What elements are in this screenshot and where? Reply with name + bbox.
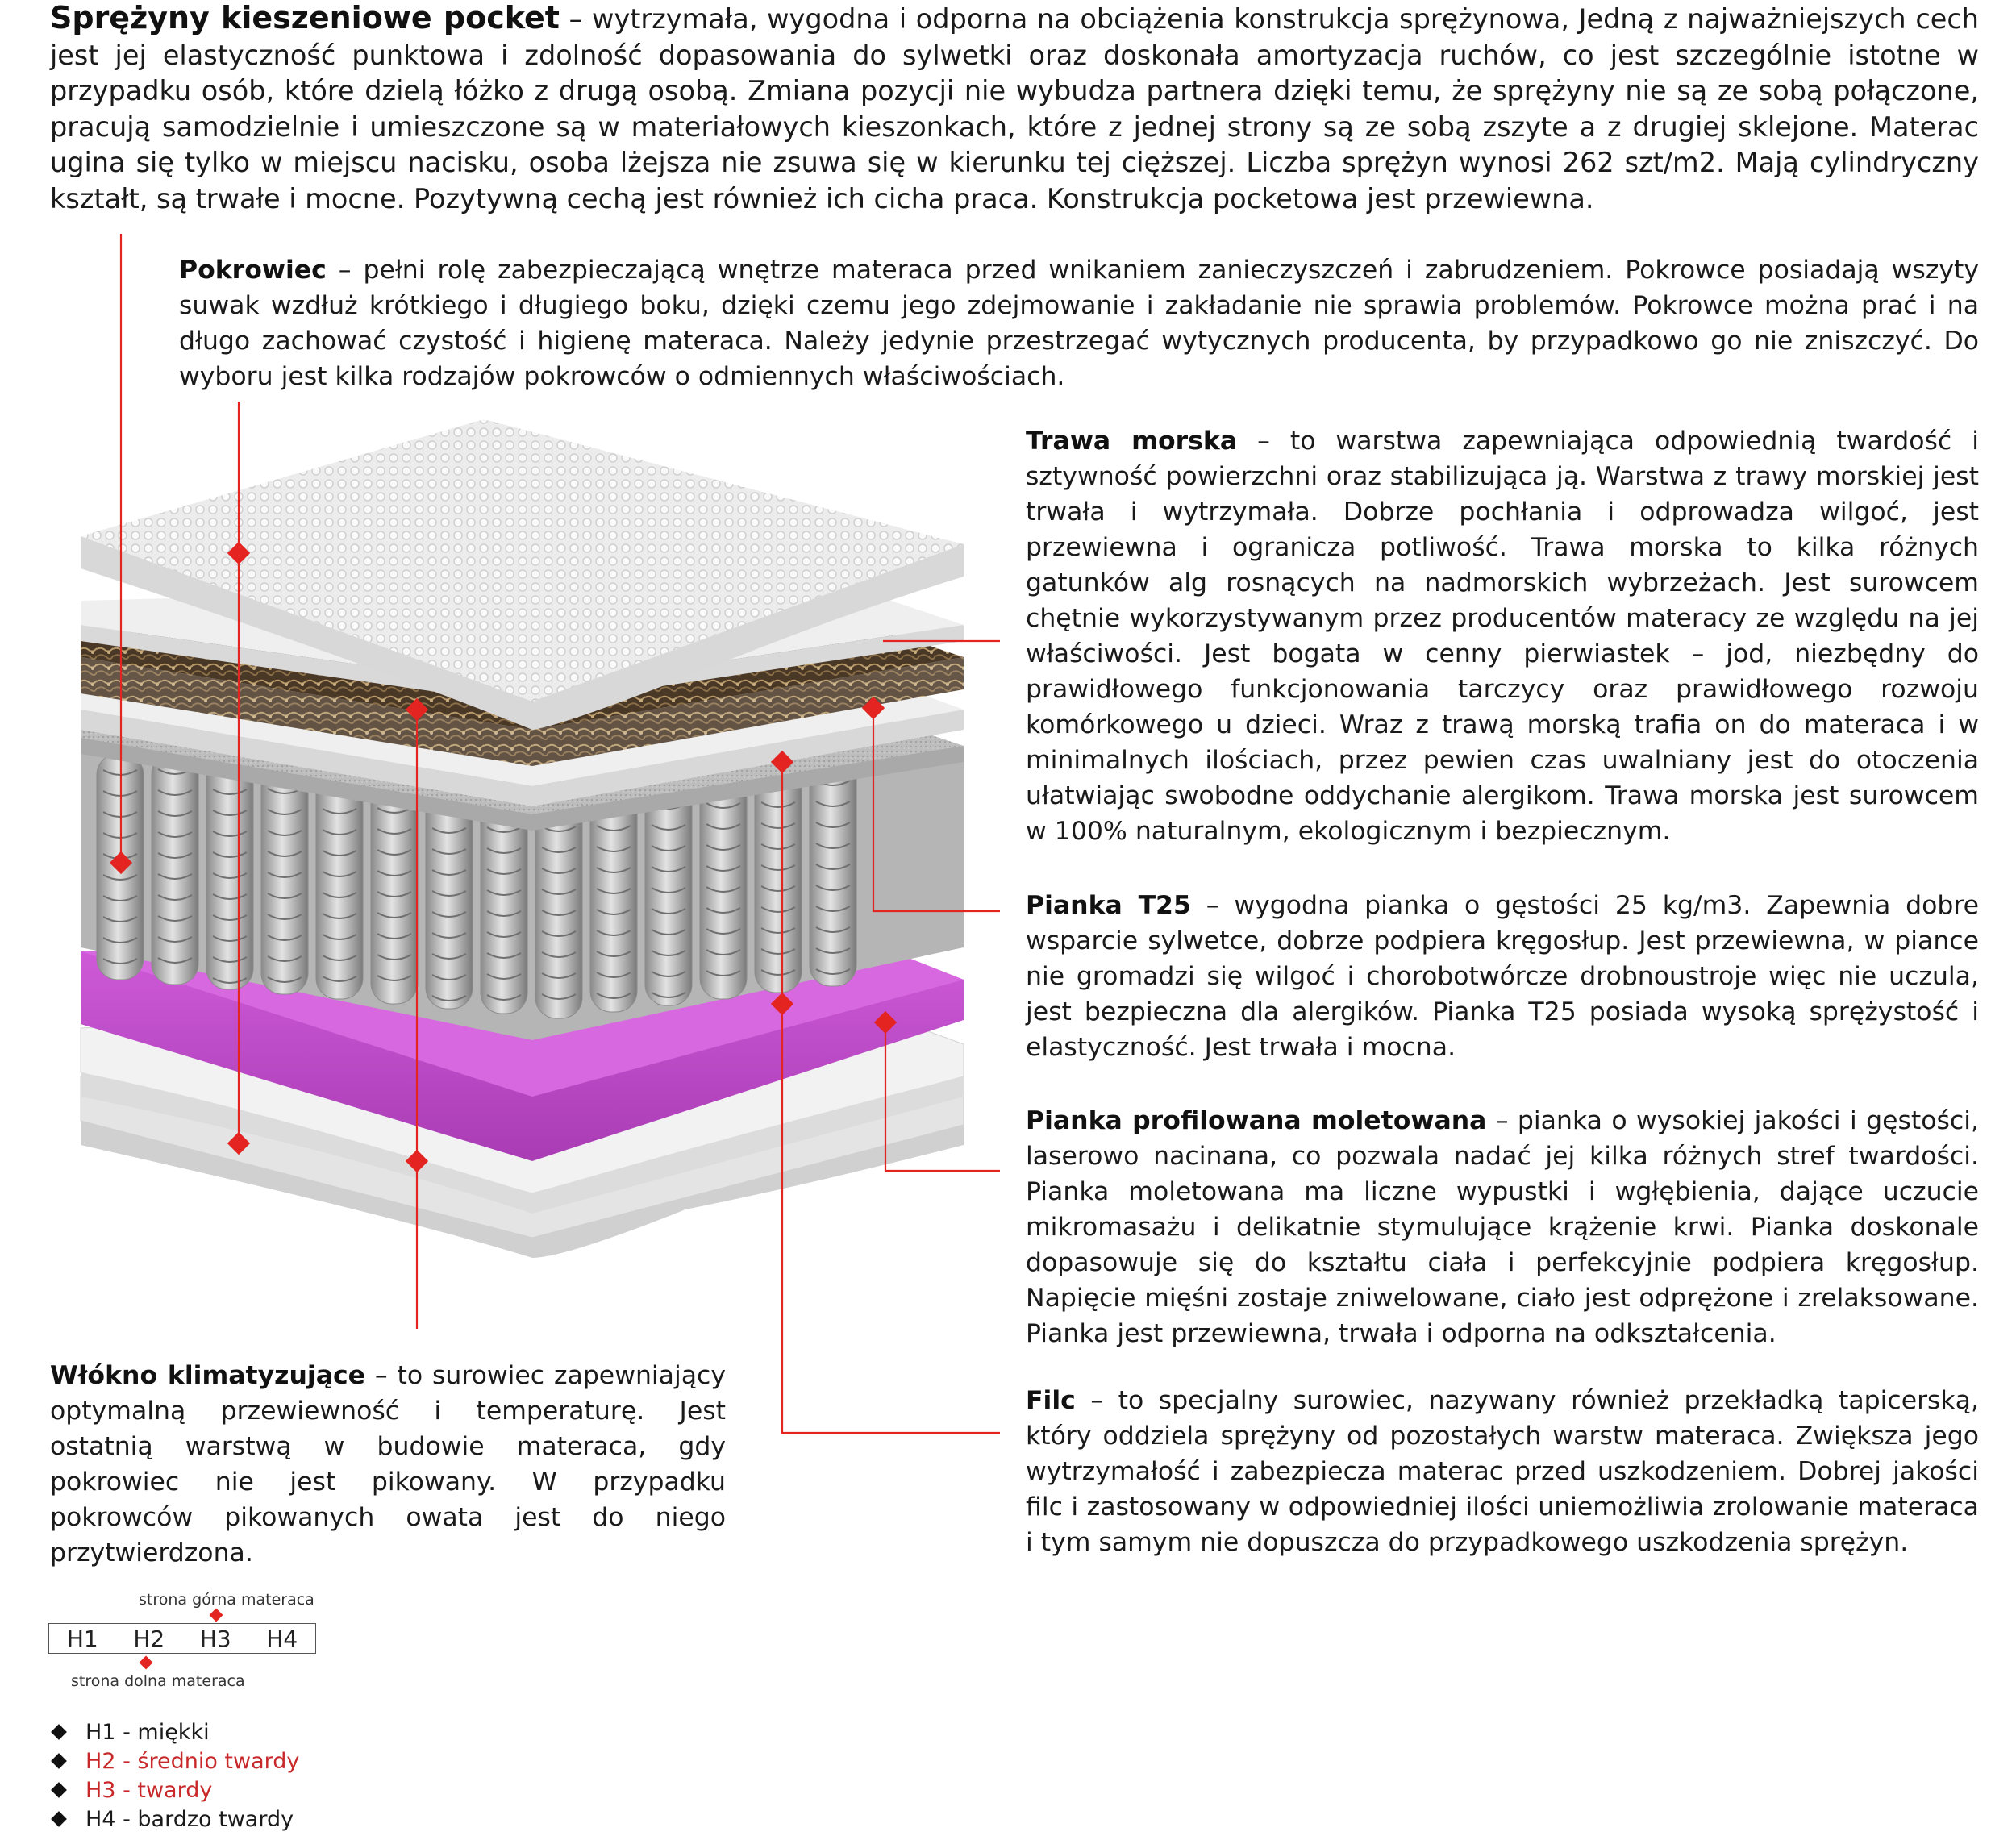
- legend-item-h1: [50, 1717, 299, 1746]
- legend-item-h3: [50, 1776, 299, 1805]
- hardness-level-h2: H2: [133, 1625, 165, 1652]
- section-title: Trawa morska: [1026, 427, 1238, 456]
- hardness-level-h1: H1: [66, 1625, 98, 1652]
- section-cover: [179, 252, 1979, 394]
- diamond-bullet-icon: [51, 1811, 67, 1827]
- hardness-level-h4: H4: [266, 1625, 298, 1652]
- section-title: Sprężyny kieszeniowe pocket: [50, 0, 560, 35]
- pocket-spring: [206, 752, 253, 989]
- section-title: Włókno klimatyzujące: [50, 1361, 365, 1390]
- diamond-bullet-icon: [51, 1753, 67, 1769]
- section-seagrass: [1026, 423, 1979, 849]
- section-title: Pianka profilowana moletowana: [1026, 1106, 1487, 1135]
- legend-label: H1 - miękki: [85, 1719, 210, 1745]
- section-title: Filc: [1026, 1386, 1076, 1415]
- legend-label: H4 - bardzo twardy: [85, 1806, 294, 1832]
- section-text: – to warstwa zapewniająca odpowiednią twardość i sztywność powierzchni oraz stabilizująca ją. Warstwa z trawy morskiej jest trwała i wytrzymała. Dobrze pochłania i odprowadza wilgoć, jest przewiewna i ogranicza potliwość. Trawa morska to kilka różnych gatunków alg rosnących na nadmorskich wybrzeżach. Jest surowcem chętnie wykorzystywanym przez producentów materacy ze względu na jej właściwości. Jest bogata w cenny pierwiastek – jod, niezbędny do prawidłowego funkcjonowania tarczycy oraz prawidłowego rozwoju komórkowego u dzieci. Wraz z trawą morską trafia on do materaca i w minimalnych ilościach, przez pewien czas uwalniany jest do otoczenia ułatwiając swobodne oddychanie alergikom. Trawa morska jest surowcem w 100% naturalnym, ekologicznym i bezpiecznym.: [1026, 427, 1979, 846]
- section-text: – to surowiec zapewniający optymalną przewiewność i temperaturę. Jest ostatnią warstwą w budowie materaca, gdy pokrowiec nie jest pikowany. W przypadku pokrowców pikowanych owata jest do niego przytwierdzona.: [50, 1361, 726, 1567]
- section-felt: [1026, 1383, 1979, 1560]
- legend-item-h2: [50, 1746, 299, 1776]
- pocket-spring: [152, 753, 198, 985]
- hardness-level-h3: H3: [199, 1625, 231, 1652]
- section-pocket-springs: [50, 0, 1979, 217]
- hardness-legend: [50, 1717, 299, 1834]
- hardness-top-label: strona górna materaca: [139, 1591, 314, 1609]
- hardness-bottom-label: strona dolna materaca: [71, 1672, 245, 1690]
- section-text: – pełni rolę zabezpieczającą wnętrze materaca przed wnikaniem zanieczyszczeń i zabrudzeniem. Pokrowce posiadają wszyty suwak wzdłuż krótkiego i długiego boku, dzięki czemu jego zdejmowanie i zakładanie nie sprawia problemów. Pokrowce można prać i na długo zachować czystość i higienę materaca. Należy jedynie przestrzegać wytycznych producenta, by przypadkowo go nie zniszczyć. Do wyboru jest kilka rodzajów pokrowców o odmiennych właściwościach.: [179, 256, 1979, 391]
- diamond-bullet-icon: [51, 1724, 67, 1740]
- section-profiled-foam: [1026, 1103, 1979, 1351]
- legend-label: H2 - średnio twardy: [85, 1748, 300, 1774]
- section-text: – to specjalny surowiec, nazywany również przekładką tapicerską, który oddziela sprężyny od pozostałych warstw materaca. Zwiększa jego wytrzymałość i zabezpiecza materac przed uszkodzeniem. Dobrej jakości filc i zastosowany w odpowiedniej ilości uniemożliwia zrolowanie materaca i tym samym nie dopuszcza do przypadkowego uszkodzenia sprężyn.: [1026, 1386, 1979, 1557]
- section-t25-foam: [1026, 888, 1979, 1065]
- section-text: – wygodna pianka o gęstości 25 kg/m3. Zapewnia dobre wsparcie sylwetce, dobrze podpiera kręgosłup. Jest przewiewna, w piance nie gromadzi się wilgoć i chorobotwórcze drobnoustroje więc nie uczula, jest bezpieczna dla alergików. Pianka T25 posiada wysoką sprężystość i elastyczność. Jest trwała i mocna.: [1026, 891, 1979, 1062]
- section-text: – pianka o wysokiej jakości i gęstości, laserowo nacinana, co pozwala nadać jej kilka różnych stref twardości. Pianka moletowana ma liczne wypustki i wgłębienia, dające uczucie mikromasażu i delikatnie stymulujące krążenie krwi. Pianka doskonale dopasowuje się do kształtu ciała i perfekcyjnie podpiera kręgosłup. Napięcie mięśni zostaje zniwelowane, ciało jest odprężone i zrelaksowane. Pianka jest przewiewna, trwała i odporna na odkształcenia.: [1026, 1106, 1979, 1348]
- diamond-bullet-icon: [51, 1782, 67, 1798]
- section-climate-fibre: [50, 1358, 726, 1571]
- hardness-scale: [48, 1623, 316, 1654]
- legend-label: H3 - twardy: [85, 1777, 213, 1803]
- section-text: – wytrzymała, wygodna i odporna na obciążenia konstrukcja sprężynowa, Jedną z najważniejszych cech jest jej elastyczność punktowa i zdolność dopasowania do sylwetki oraz doskonała amortyzacja ruchów, co jest szczególnie istotne w przypadku osób, które dzielą łóżko z drugą osobą. Zmiana pozycji nie wybudza partnera dzięki temu, że sprężyny nie są ze sobą połączone, pracują samodzielnie i umieszczone są w materiałowych kieszonkach, które z jednej strony są ze sobą zszyte a z drugiej sklejone. Materac ugina się tylko w miejscu nacisku, osoba lżejsza nie zsuwa się w kierunku tej cięższej. Liczba sprężyn wynosi 262 szt/m2. Mają cylindryczny kształt, są trwałe i mocne. Pozytywną cechą jest również ich cicha praca. Konstrukcja pocketowa jest przewiewna.: [50, 3, 1979, 214]
- section-title: Pokrowiec: [179, 256, 327, 285]
- legend-item-h4: [50, 1805, 299, 1834]
- section-title: Pianka T25: [1026, 891, 1191, 920]
